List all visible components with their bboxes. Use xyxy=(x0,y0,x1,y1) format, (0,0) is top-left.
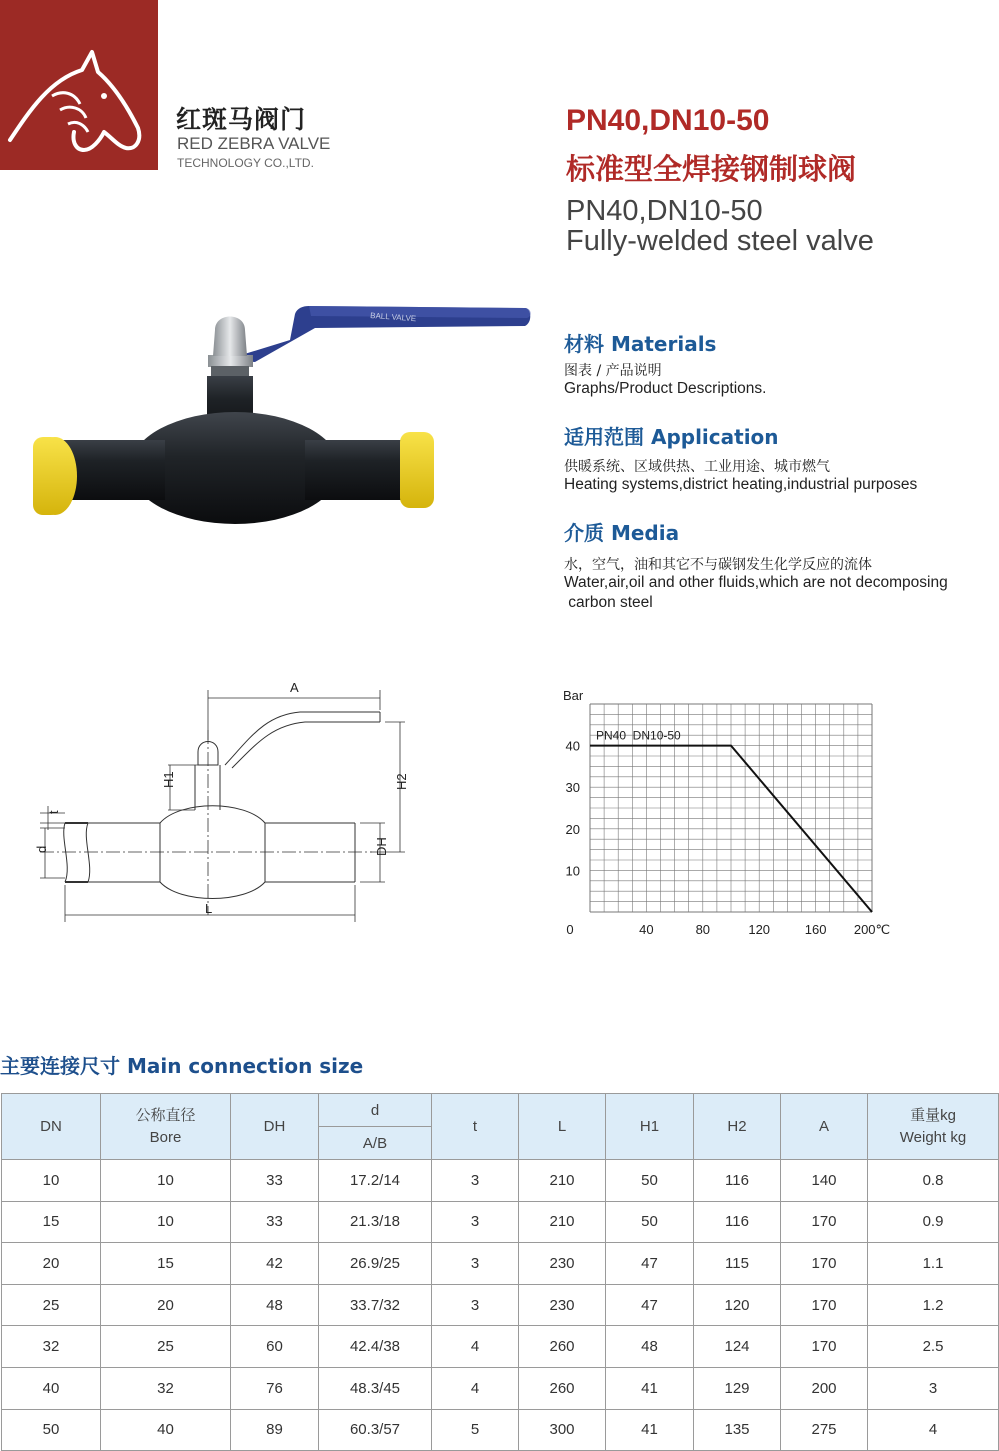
horse-head-icon xyxy=(0,0,158,170)
table-cell: 48 xyxy=(606,1326,694,1368)
table-cell: 41 xyxy=(606,1409,694,1451)
table-cell: 230 xyxy=(519,1243,606,1285)
table-cell: 10 xyxy=(101,1160,231,1202)
table-row xyxy=(2,1409,999,1451)
header-bore-en: Bore xyxy=(149,1128,182,1146)
chart-xtick-label: 40 xyxy=(639,922,654,937)
title-red-model: PN40,DN10-50 xyxy=(566,104,770,137)
table-cell: 60 xyxy=(231,1326,319,1368)
pressure-temperature-chart xyxy=(555,682,915,942)
dimension-drawing xyxy=(0,670,440,930)
table-cell: 4 xyxy=(432,1367,519,1409)
header-weight-cn: 重量kg xyxy=(910,1106,956,1124)
table-cell: 33 xyxy=(231,1201,319,1243)
table-cell: 10 xyxy=(101,1201,231,1243)
table-cell: 50 xyxy=(606,1201,694,1243)
chart-ytick-label: 10 xyxy=(565,863,580,879)
table-cell: 210 xyxy=(519,1201,606,1243)
chart-marks xyxy=(563,688,890,937)
materials-text-en: Graphs/Product Descriptions. xyxy=(564,380,767,397)
table-cell: 260 xyxy=(519,1367,606,1409)
table-cell: 116 xyxy=(694,1201,781,1243)
application-heading: 适用范围 Application xyxy=(564,425,779,449)
chart-xtick-label: 80 xyxy=(695,922,711,937)
table-row xyxy=(2,1326,999,1368)
table-cell: 20 xyxy=(2,1243,101,1285)
table-cell: 32 xyxy=(101,1367,231,1409)
chart-xtick-label: 0 xyxy=(566,922,574,937)
table-cell: 33.7/32 xyxy=(319,1284,432,1326)
table-cell: 2.5 xyxy=(868,1326,999,1368)
brand-name-cn: 红斑马阀门 xyxy=(176,105,307,134)
chart-xtick-label: 160 xyxy=(804,922,827,937)
dim-label-dh: DH xyxy=(374,837,389,856)
table-row xyxy=(2,1160,999,1202)
table-cell: 21.3/18 xyxy=(319,1201,432,1243)
header-h2: H2 xyxy=(694,1094,781,1160)
application-text-cn: 供暖系统、区域供热、工业用途、城市燃气 xyxy=(564,459,830,475)
table-cell: 115 xyxy=(694,1243,781,1285)
table-cell: 41 xyxy=(606,1367,694,1409)
table-cell: 5 xyxy=(432,1409,519,1451)
title-gray-product-en: Fully-welded steel valve xyxy=(566,225,874,257)
header-d: d xyxy=(319,1094,432,1127)
table-cell: 210 xyxy=(519,1160,606,1202)
ball-valve-photo xyxy=(25,300,545,530)
table-cell: 260 xyxy=(519,1326,606,1368)
table-title: 主要连接尺寸 Main connection size xyxy=(0,1054,364,1078)
main-connection-size-table xyxy=(1,1093,999,1451)
table-cell: 3 xyxy=(868,1367,999,1409)
table-cell: 116 xyxy=(694,1160,781,1202)
table-row xyxy=(2,1367,999,1409)
dim-label-d: d xyxy=(34,845,49,853)
table-cell: 300 xyxy=(519,1409,606,1451)
dim-label-h2: H2 xyxy=(394,773,409,790)
table-cell: 42.4/38 xyxy=(319,1326,432,1368)
table-cell: 3 xyxy=(432,1284,519,1326)
dim-label-t: t xyxy=(46,810,61,814)
header-bore xyxy=(101,1094,231,1160)
table-cell: 40 xyxy=(101,1409,231,1451)
table-cell: 17.2/14 xyxy=(319,1160,432,1202)
table-cell: 40 xyxy=(2,1367,101,1409)
title-gray-model: PN40,DN10-50 xyxy=(566,195,763,227)
chart-ylabel: Bar xyxy=(563,688,584,703)
header-h1: H1 xyxy=(606,1094,694,1160)
table-cell: 170 xyxy=(781,1243,868,1285)
table-cell: 1.1 xyxy=(868,1243,999,1285)
table-cell: 15 xyxy=(101,1243,231,1285)
table-row xyxy=(2,1201,999,1243)
header-dh: DH xyxy=(231,1094,319,1160)
table-cell: 50 xyxy=(2,1409,101,1451)
table-cell: 3 xyxy=(432,1243,519,1285)
table-cell: 48 xyxy=(231,1284,319,1326)
dim-label-l: L xyxy=(205,901,213,916)
chart-xtick-label: 200℃ xyxy=(853,922,891,937)
brand-name-en: RED ZEBRA VALVE xyxy=(177,134,331,153)
dim-label-a: A xyxy=(290,680,299,695)
table-cell: 135 xyxy=(694,1409,781,1451)
media-text-cn: 水，空气，油和其它不与碳钢发生化学反应的流体 xyxy=(564,557,872,573)
application-text-en: Heating systems,district heating,industrial purposes xyxy=(564,476,918,493)
header-weight xyxy=(868,1094,999,1160)
table-row xyxy=(2,1243,999,1285)
header-a: A xyxy=(781,1094,868,1160)
title-red-product-cn: 标准型全焊接钢制球阀 xyxy=(566,152,857,186)
table-cell: 26.9/25 xyxy=(319,1243,432,1285)
chart-ytick-label: 40 xyxy=(565,738,580,754)
table-cell: 124 xyxy=(694,1326,781,1368)
materials-heading: 材料 Materials xyxy=(564,332,717,356)
table-cell: 89 xyxy=(231,1409,319,1451)
media-text-en-1: Water,air,oil and other fluids,which are not decomposing xyxy=(564,574,948,591)
table-cell: 48.3/45 xyxy=(319,1367,432,1409)
chart-ytick-label: 20 xyxy=(565,821,580,837)
table-cell: 42 xyxy=(231,1243,319,1285)
table-cell: 275 xyxy=(781,1409,868,1451)
chart-series-label: PN40 DN10-50 xyxy=(596,728,681,743)
media-text-en-2: carbon steel xyxy=(564,594,653,611)
dim-label-h1: H1 xyxy=(161,771,176,788)
media-heading: 介质 Media xyxy=(564,521,680,545)
table-row xyxy=(2,1284,999,1326)
table-cell: 50 xyxy=(606,1160,694,1202)
table-cell: 47 xyxy=(606,1243,694,1285)
table-cell: 230 xyxy=(519,1284,606,1326)
chart-ytick-label: 30 xyxy=(565,780,580,796)
table-cell: 170 xyxy=(781,1201,868,1243)
table-cell: 4 xyxy=(868,1409,999,1451)
handle-label: BALL VALVE xyxy=(369,311,417,324)
table-cell: 140 xyxy=(781,1160,868,1202)
table-cell: 20 xyxy=(101,1284,231,1326)
table-cell: 32 xyxy=(2,1326,101,1368)
table-cell: 1.2 xyxy=(868,1284,999,1326)
table-cell: 120 xyxy=(694,1284,781,1326)
table-cell: 25 xyxy=(101,1326,231,1368)
header-t: t xyxy=(432,1094,519,1160)
header-weight-en: Weight kg xyxy=(899,1128,967,1146)
brand-subtitle-en: TECHNOLOGY CO.,LTD. xyxy=(177,156,314,170)
materials-text-cn: 图表 / 产品说明 xyxy=(564,363,662,379)
chart-xtick-label: 120 xyxy=(748,922,771,937)
table-cell: 200 xyxy=(781,1367,868,1409)
header-dn: DN xyxy=(2,1094,101,1160)
table-cell: 15 xyxy=(2,1201,101,1243)
header-bore-cn: 公称直径 xyxy=(135,1106,196,1124)
table-cell: 60.3/57 xyxy=(319,1409,432,1451)
table-cell: 76 xyxy=(231,1367,319,1409)
table-cell: 0.9 xyxy=(868,1201,999,1243)
table-cell: 10 xyxy=(2,1160,101,1202)
table-cell: 47 xyxy=(606,1284,694,1326)
table-cell: 33 xyxy=(231,1160,319,1202)
table-cell: 25 xyxy=(2,1284,101,1326)
table-cell: 0.8 xyxy=(868,1160,999,1202)
table-cell: 170 xyxy=(781,1326,868,1368)
table-cell: 3 xyxy=(432,1160,519,1202)
table-cell: 4 xyxy=(432,1326,519,1368)
table-cell: 170 xyxy=(781,1284,868,1326)
table-cell: 3 xyxy=(432,1201,519,1243)
header-l: L xyxy=(519,1094,606,1160)
header-d-ab: A/B xyxy=(319,1127,432,1160)
brand-logo xyxy=(0,0,158,170)
table-cell: 129 xyxy=(694,1367,781,1409)
